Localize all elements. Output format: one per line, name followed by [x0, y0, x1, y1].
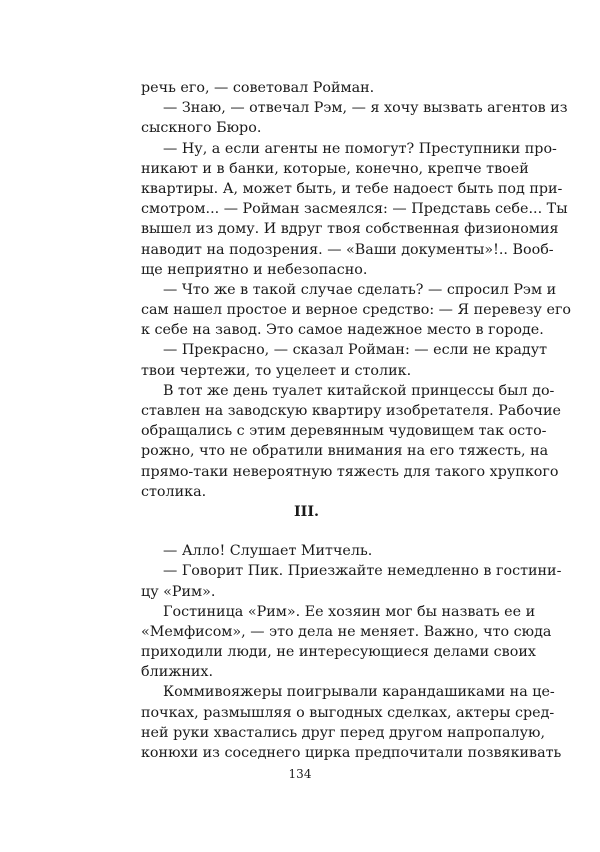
text-line: — Алло! Слушает Митчель.: [163, 543, 373, 560]
text-line: В тот же день туалет китайской принцессы был до-: [163, 382, 555, 399]
text-line: ставлен на заводскую квартиру изобретателя. Рабочие: [141, 403, 561, 419]
page-body: [141, 78, 572, 763]
text-line: твои чертежи, то уцелеет и столик.: [141, 362, 412, 379]
text-line: сам нашел простое и верное средство: — Я перевезу его: [141, 302, 572, 319]
text-line: обращались с этим деревянным чудовищем так осто-: [141, 423, 547, 440]
text-line: почках, размышляя о выгодных сделках, актеры сред-: [141, 704, 555, 721]
text-line: — Ну, а если агенты не помогут? Преступники про-: [163, 140, 557, 157]
text-line: «Мемфисом», — это дела не меняет. Важно, что сюда: [141, 623, 552, 640]
text-line: ней руки хвастались друг перед другом напропалую,: [141, 724, 546, 741]
text-line: к себе на завод. Это самое надежное место в городе.: [141, 322, 544, 339]
text-line: прямо-таки невероятную тяжесть для такого хрупкого: [141, 463, 559, 480]
text-line: вышел из дому. И вдруг твоя собственная физиономия: [141, 221, 559, 238]
text-block-before-heading: [141, 78, 572, 502]
text-line: цу «Рим».: [141, 583, 216, 600]
text-line: приходили люди, не интересующиеся делами своих: [141, 644, 536, 661]
text-line: Коммивояжеры поигрывали карандашиками на це-: [163, 684, 555, 701]
text-line: конюхи из соседнего цирка предпочитали позвякивать: [141, 745, 562, 761]
text-line: смотром... — Ройман засмеялся: — Представь себе... Ты: [141, 201, 568, 218]
text-line: речь его, — советовал Ройман.: [141, 80, 375, 96]
text-line: рожно, что не обратили внимания на его тяжесть, на: [141, 443, 549, 460]
text-line: наводит на подозрения. — «Ваши документы»!.. Вооб-: [141, 241, 554, 258]
chapter-heading: III.: [293, 503, 320, 520]
text-line: столика.: [141, 483, 207, 500]
text-line: — Прекрасно, — сказал Ройман: — если не крадут: [163, 342, 548, 359]
text-line: ще неприятно и небезопасно.: [141, 261, 368, 278]
page-number: 134: [288, 767, 312, 781]
text-block-after-heading: [141, 541, 562, 763]
text-line: Гостиница «Рим». Ее хозяин мог бы назвать ее и: [163, 603, 536, 620]
text-line: — Что же в такой случае сделать? — спросил Рэм и: [163, 281, 557, 298]
text-line: ближних.: [141, 664, 214, 681]
text-line: — Говорит Пик. Приезжайте немедленно в гостини-: [163, 563, 562, 580]
text-line: квартиры. А, может быть, и тебе надоест быть под при-: [141, 180, 563, 197]
text-line: никают и в банки, которые, конечно, крепче твоей: [141, 160, 529, 177]
text-line: сыскного Бюро.: [141, 120, 262, 137]
text-line: — Знаю, — отвечал Рэм, — я хочу вызвать агентов из: [163, 100, 568, 117]
